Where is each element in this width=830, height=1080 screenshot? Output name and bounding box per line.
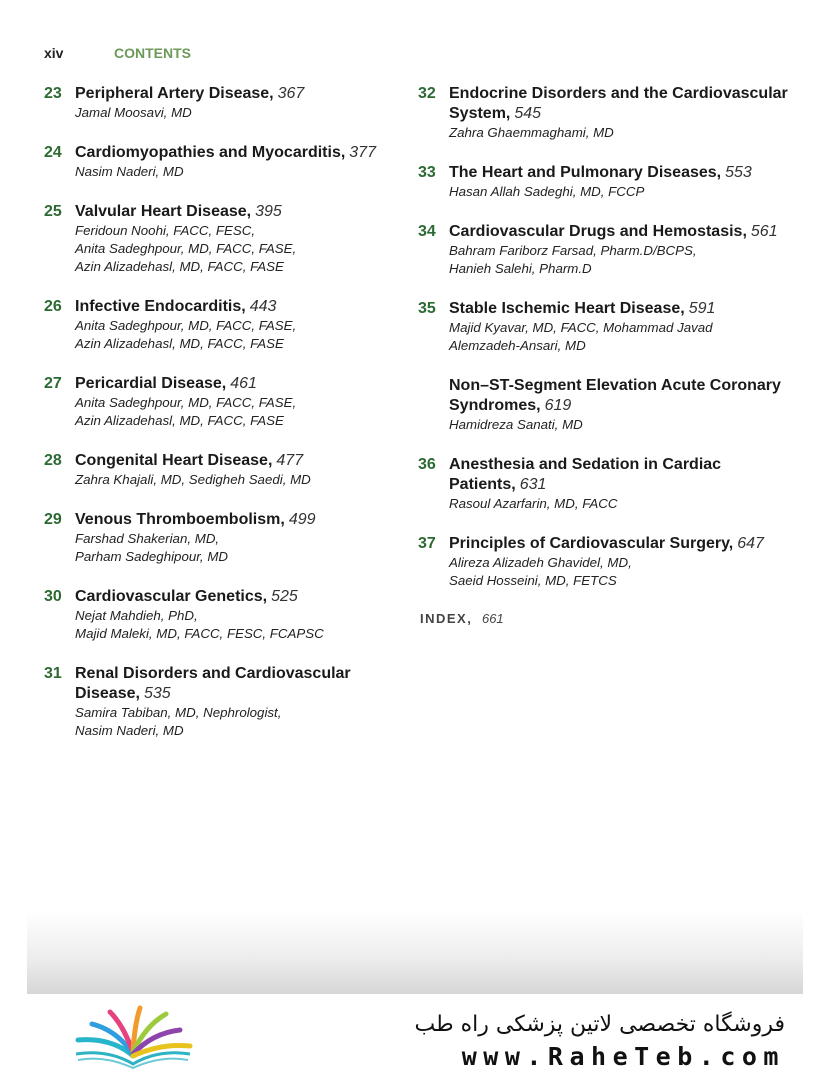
contents-right-column <box>418 84 798 626</box>
author-line: Nasim Naderi, MD <box>75 164 184 179</box>
chapter-authors <box>449 124 798 142</box>
index-page: 661 <box>481 611 504 626</box>
chapter-authors <box>449 495 798 513</box>
chapter-title: The Heart and Pulmonary Diseases, <box>449 164 722 181</box>
author-line: Hanieh Salehi, Pharm.D <box>449 261 592 276</box>
author-line: Anita Sadeghpour, MD, FACC, FASE, <box>75 395 297 410</box>
chapter-number: 27 <box>44 375 62 392</box>
chapter-title: Congenital Heart Disease, <box>75 452 273 469</box>
chapter-entry[interactable] <box>44 451 404 489</box>
chapter-authors <box>75 104 404 122</box>
chapter-page: 377 <box>349 144 376 161</box>
chapter-authors <box>75 471 404 489</box>
chapter-page: 525 <box>271 588 298 605</box>
chapter-authors <box>75 530 404 566</box>
chapter-title: Valvular Heart Disease, <box>75 203 252 220</box>
chapter-authors <box>449 416 798 434</box>
chapter-entry[interactable] <box>44 202 404 276</box>
chapter-page: 535 <box>143 685 171 702</box>
chapter-title: Non–ST-Segment Elevation Acute Coronary Syndromes, <box>449 377 781 414</box>
chapter-number: 33 <box>418 164 436 181</box>
author-line: Anita Sadeghpour, MD, FACC, FASE, <box>75 318 297 333</box>
chapter-authors <box>449 319 798 355</box>
chapter-title-line <box>75 374 404 394</box>
footer-banner <box>0 994 830 1080</box>
author-line: Jamal Moosavi, MD <box>75 105 192 120</box>
chapter-entry[interactable] <box>418 163 798 201</box>
chapter-entry[interactable] <box>44 587 404 643</box>
chapter-title-line <box>449 163 798 183</box>
chapter-entry[interactable] <box>44 664 404 740</box>
chapter-entry[interactable] <box>44 143 404 181</box>
author-line: Majid Maleki, MD, FACC, FESC, FCAPSC <box>75 626 324 641</box>
chapter-authors <box>75 163 404 181</box>
chapter-entry[interactable] <box>44 84 404 122</box>
chapter-authors <box>449 554 798 590</box>
chapter-number: 31 <box>44 665 62 682</box>
chapter-number: 25 <box>44 203 62 220</box>
chapter-number: 24 <box>44 144 62 161</box>
author-line: Anita Sadeghpour, MD, FACC, FASE, <box>75 241 297 256</box>
chapter-title-line <box>75 587 404 607</box>
chapter-page: 647 <box>737 535 764 552</box>
chapter-title-line <box>75 451 404 471</box>
chapter-title-line <box>449 534 798 554</box>
chapter-number: 29 <box>44 511 62 528</box>
chapter-entry[interactable] <box>418 222 798 278</box>
section-title: CONTENTS <box>114 45 191 61</box>
chapter-page: 591 <box>688 300 716 317</box>
chapter-title: Cardiovascular Drugs and Hemostasis, <box>449 223 747 240</box>
chapter-page: 443 <box>249 298 277 315</box>
author-line: Nasim Naderi, MD <box>75 723 184 738</box>
index-entry[interactable] <box>418 611 798 626</box>
chapter-entry[interactable] <box>418 534 798 590</box>
chapter-title-line <box>449 222 798 242</box>
chapter-number: 32 <box>418 85 436 102</box>
chapter-title: Principles of Cardiovascular Surgery, <box>449 535 734 552</box>
chapter-number: 37 <box>418 535 436 552</box>
chapter-title: Renal Disorders and Cardiovascular Disease, <box>75 665 351 702</box>
page-header <box>44 45 191 61</box>
chapter-entry[interactable] <box>44 510 404 566</box>
website-url[interactable]: www.RaheTeb.com <box>461 1042 785 1071</box>
author-line: Alemzadeh-Ansari, MD <box>449 338 586 353</box>
chapter-entry[interactable] <box>418 376 798 434</box>
author-line: Azin Alizadehasl, MD, FACC, FASE <box>75 259 284 274</box>
chapter-title: Pericardial Disease, <box>75 375 227 392</box>
chapter-authors <box>75 607 404 643</box>
author-line: Azin Alizadehasl, MD, FACC, FASE <box>75 413 284 428</box>
chapter-page: 619 <box>544 397 572 414</box>
chapter-title-line <box>449 455 798 495</box>
author-line: Rasoul Azarfarin, MD, FACC <box>449 496 618 511</box>
chapter-number: 23 <box>44 85 62 102</box>
chapter-title-line <box>449 84 798 124</box>
chapter-entry[interactable] <box>44 374 404 430</box>
chapter-title-line <box>75 84 404 104</box>
chapter-authors <box>75 394 404 430</box>
author-line: Samira Tabiban, MD, Nephrologist, <box>75 705 282 720</box>
chapter-page: 395 <box>255 203 282 220</box>
chapter-title-line <box>75 510 404 530</box>
chapter-number: 36 <box>418 456 436 473</box>
chapter-entry[interactable] <box>44 297 404 353</box>
page-number: xiv <box>44 45 64 61</box>
chapter-title-line <box>75 664 404 704</box>
store-name: فروشگاه تخصصی لاتین پزشکی راه طب <box>414 1012 785 1037</box>
chapter-entry[interactable] <box>418 84 798 142</box>
chapter-title-line <box>449 299 798 319</box>
chapter-title: Infective Endocarditis, <box>75 298 246 315</box>
author-line: Parham Sadeghipour, MD <box>75 549 228 564</box>
chapter-title-line <box>75 297 404 317</box>
chapter-page: 477 <box>276 452 304 469</box>
chapter-number: 28 <box>44 452 62 469</box>
chapter-title: Cardiomyopathies and Myocarditis, <box>75 144 346 161</box>
chapter-entry[interactable] <box>418 455 798 513</box>
author-line: Hasan Allah Sadeghi, MD, FCCP <box>449 184 645 199</box>
chapter-title-line <box>75 143 404 163</box>
chapter-title: Stable Ischemic Heart Disease, <box>449 300 685 317</box>
chapter-number: 26 <box>44 298 62 315</box>
author-line: Majid Kyavar, MD, FACC, Mohammad Javad <box>449 320 713 335</box>
chapter-title: Endocrine Disorders and the Cardiovascular System, <box>449 85 788 122</box>
chapter-page: 553 <box>725 164 752 181</box>
index-label: INDEX, <box>420 611 473 626</box>
chapter-title: Cardiovascular Genetics, <box>75 588 268 605</box>
author-line: Zahra Ghaemmaghami, MD <box>449 125 614 140</box>
author-line: Bahram Fariborz Farsad, Pharm.D/BCPS, <box>449 243 697 258</box>
chapter-authors <box>75 317 404 353</box>
contents-left-column <box>44 84 404 761</box>
page-shadow <box>27 910 803 994</box>
chapter-authors <box>449 183 798 201</box>
chapter-title-line <box>449 376 798 416</box>
chapter-title: Venous Thromboembolism, <box>75 511 285 528</box>
chapter-number: 35 <box>418 300 436 317</box>
author-line: Farshad Shakerian, MD, <box>75 531 220 546</box>
chapter-page: 561 <box>750 223 778 240</box>
chapter-authors <box>75 222 404 276</box>
chapter-authors <box>449 242 798 278</box>
chapter-page: 545 <box>514 105 542 122</box>
author-line: Zahra Khajali, MD, Sedigheh Saedi, MD <box>75 472 311 487</box>
open-book-rainbow-logo-icon <box>70 1004 196 1070</box>
chapter-title-line <box>75 202 404 222</box>
chapter-title: Anesthesia and Sedation in Cardiac Patients, <box>449 456 722 493</box>
chapter-page: 461 <box>230 375 257 392</box>
author-line: Saeid Hosseini, MD, FETCS <box>449 573 617 588</box>
author-line: Nejat Mahdieh, PhD, <box>75 608 198 623</box>
chapter-number: 34 <box>418 223 436 240</box>
chapter-number: 30 <box>44 588 62 605</box>
chapter-page: 631 <box>519 476 547 493</box>
chapter-title: Peripheral Artery Disease, <box>75 85 274 102</box>
chapter-authors <box>75 704 404 740</box>
author-line: Hamidreza Sanati, MD <box>449 417 583 432</box>
author-line: Azin Alizadehasl, MD, FACC, FASE <box>75 336 284 351</box>
author-line: Feridoun Noohi, FACC, FESC, <box>75 223 256 238</box>
author-line: Alireza Alizadeh Ghavidel, MD, <box>449 555 632 570</box>
chapter-page: 367 <box>277 85 305 102</box>
chapter-entry[interactable] <box>418 299 798 355</box>
chapter-page: 499 <box>288 511 316 528</box>
